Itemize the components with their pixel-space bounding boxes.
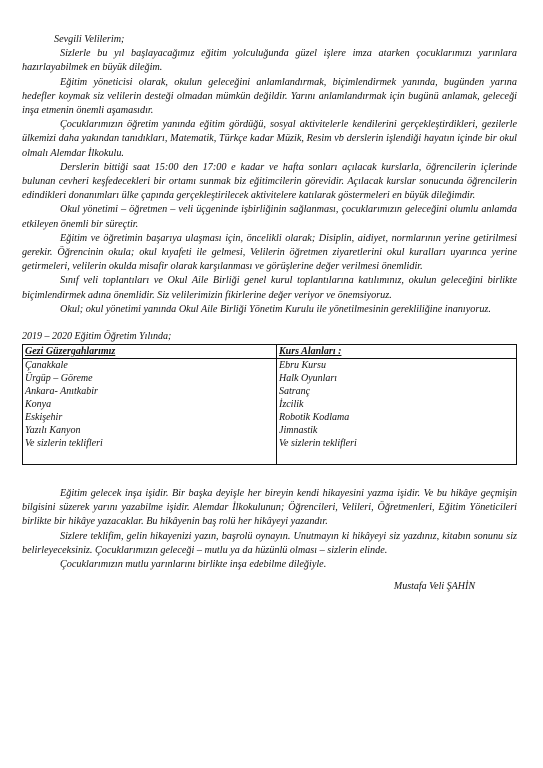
trip-cell: Konya [23,398,277,411]
course-cell: Robotik Kodlama [277,411,517,424]
courses-header: Kurs Alanları : [277,345,517,359]
course-cell: Satranç [277,385,517,398]
trips-header: Gezi Güzergahlarımız [23,345,277,359]
table-row [23,398,517,411]
letter-paragraph-7: Sınıf veli toplantıları ve Okul Aile Birliği genel kurul toplantılarına katılımınız, okulun geleceğini birlikte biçimlendirmek adına önemlidir. Siz velilerimizin fikirlerine değer veriyor ve önemsiyoruz. [22,275,517,301]
trip-cell: Ve sizlerin teklifleri [23,437,277,465]
course-cell: Ve sizlerin teklifleri [277,437,517,465]
trip-cell: Ankara- Anıtkabir [23,385,277,398]
year-title: 2019 – 2020 Eğitim Öğretim Yılında; [22,331,172,343]
trip-cell: Çanakkale [23,359,277,373]
signature: Mustafa Veli ŞAHİN [393,581,475,593]
trips-courses-table [22,344,517,465]
trip-cell: Eskişehir [23,411,277,424]
closing-paragraph-1: Eğitim gelecek inşa işidir. Bir başka deyişle her bireyin kendi hikayesini yazma işidir. Ve bu hikâye geçmişin bilgisini süzerek yarını yazabilme işidir. Alemdar İlkokulunun; Öğrencileri, Velileri, Öğretmenleri, Eğitim Yöneticileri birlikte bir hikâye yazacaklar. Bu hikâyenin baş rolü her hikâyeyi yazandır. [22,488,517,528]
letter-paragraph-3: Çocuklarımızın öğretim yanında eğitim gördüğü, sosyal aktivitelerle kendilerini gerçekleştirdikleri, gezilerle ülkemizi daha yakından tanıdıkları, Matematik, Türkçe kadar Müzik, Resim vb derslerin işlendiği hayatın içinde bir okul olmalı Alemdar İlkokulu. [22,119,517,159]
letter-paragraph-5: Okul yönetimi – öğretmen – veli üçgeninde işbirliğinin sağlanması, çocuklarımızın geleceğini olumlu anlamda etkileyen önemli bir süreçtir. [22,204,517,230]
salutation: Sevgili Velilerim; [54,34,125,45]
trip-cell: Ürgüp – Göreme [23,372,277,385]
letter-paragraph-4: Derslerin bittiği saat 15:00 den 17:00 e kadar ve hafta sonları açılacak kurslarla, öğrencilerin içlerinde bulunan cevheri keşfedecekleri bir ortamı sunmak biz eğitimcilerin görevidir. Açılacak kurslar sonucunda öğrencilerin edindikleri donanımları ülke çapında gerçekleştirilecek aktivitelere katılarak göstermeleri en büyük dileğimdir. [22,161,517,202]
closing-section [22,487,517,572]
trip-cell: Yazılı Kanyon [23,424,277,437]
table-header-row [23,345,517,359]
closing-paragraph-3: Çocuklarımızın mutlu yarınlarını birlikte inşa edebilme dileğiyle. [60,559,327,571]
course-cell: İzcilik [277,398,517,411]
course-cell: Ebru Kursu [277,359,517,373]
table-row [23,411,517,424]
letter-paragraph-2: Eğitim yöneticisi olarak, okulun geleceğini anlamlandırmak, biçimlendirmek yanında, bugünden yarına hedefler koymak siz velilerin desteği olmadan mümkün değildir. Yarını anlamlandırmak için bugünü anlamak, geleceği inşa etmenin önemli aşamasıdır. [22,76,517,117]
letter-paragraph-6: Eğitim ve öğretimin başarıya ulaşması için, öncelikli olarak; Disiplin, aidiyet, normlarının yerine getirilmesi gerekir. Öğrencinin okula; okul kıyafeti ile gelmesi, Velilerin öğretmen ziyaretlerini okul kuralları uyarınca yerine getirmeleri, velilerin okulda misafir olarak karşılanması ve görüşlerine değer verilmesi önemlidir. [22,232,517,273]
closing-paragraph-2: Sizlere teklifim, gelin hikayenizi yazın, başrolü oynayın. Unutmayın ki hikâyeyi siz yazdınız, kitabın sonunu siz belirleyeceksiniz. Çocuklarımızın geleceği – mutlu ya da hüzünlü olması – sizlerin elinde. [22,530,517,556]
course-cell: Halk Oyunları [277,372,517,385]
table-row [23,372,517,385]
table-row [23,385,517,398]
table-row [23,424,517,437]
table-row [23,359,517,373]
letter-paragraph-8: Okul; okul yönetimi yanında Okul Aile Birliği Yönetim Kurulu ile yönetilmesinin gerekliliğine inanıyoruz. [60,303,491,315]
course-cell: Jimnastik [277,424,517,437]
letter-paragraph-1: Sizlerle bu yıl başlayacağımız eğitim yolculuğunda güzel işlere imza atarken çocuklarımızı yarınlara hazırlayabilmek en büyük dileğim. [22,48,517,74]
table-row [23,437,517,465]
